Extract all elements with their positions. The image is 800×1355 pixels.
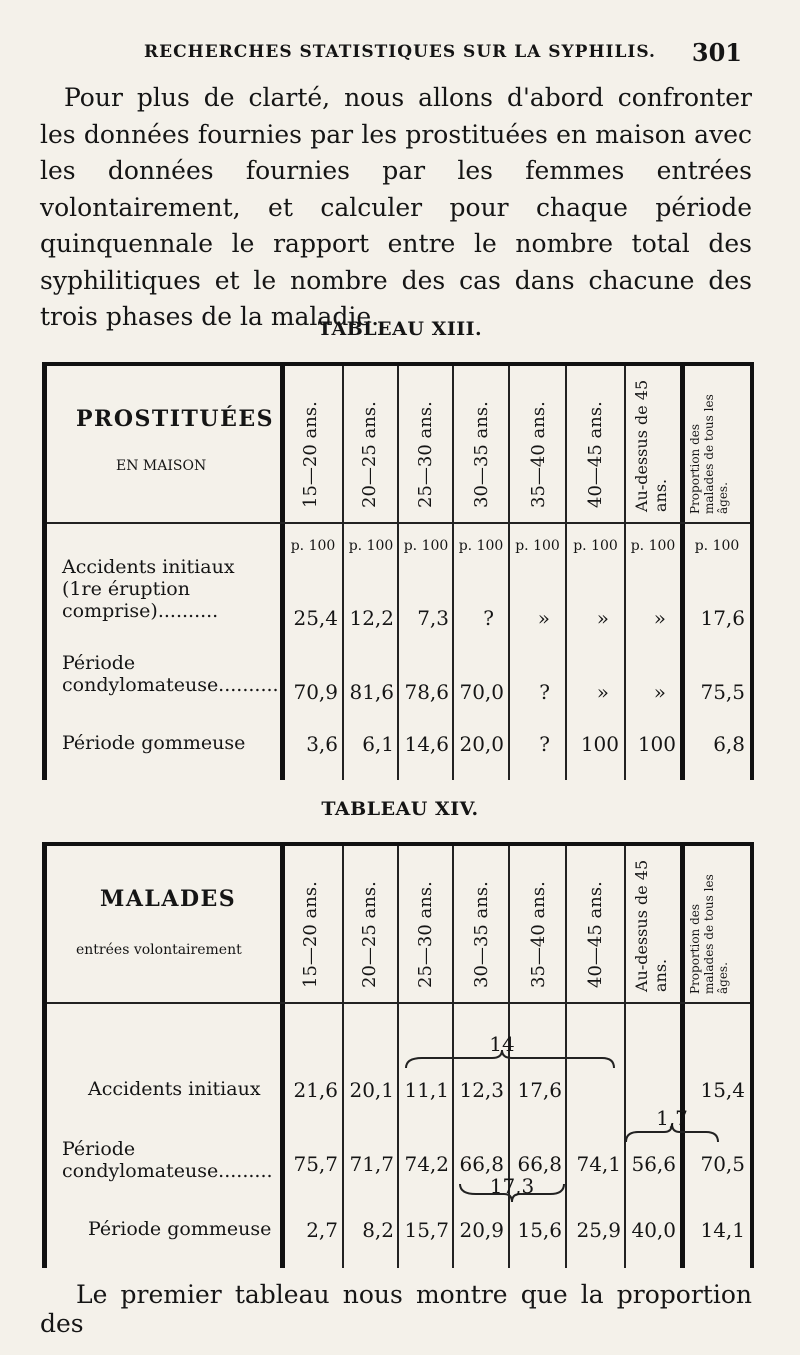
column-header: 15—20 ans. [300,401,321,508]
column-rule [397,366,399,780]
brace-marks [42,842,754,1268]
table-header-sub: EN MAISON [116,458,207,474]
table-cell: » [596,606,609,630]
unit-label: p. 100 [515,538,560,554]
table-cell: 56,6 [631,1152,676,1176]
unit-label: p. 100 [403,538,449,554]
table-cell: » [653,606,666,630]
column-header: 35—40 ans. [528,401,549,508]
table-cell: ? [539,732,550,756]
table-cell: 15,6 [517,1218,562,1242]
intro-paragraph [40,80,752,336]
table-cell: 66,8 [459,1152,504,1176]
brace-label: 17,3 [489,1174,535,1198]
column-header: 15—20 ans. [300,881,321,988]
table-cell: 14,6 [404,732,449,756]
table-cell: » [537,606,550,630]
table-cell: 71,7 [349,1152,394,1176]
table-header-main: MALADES [100,886,237,912]
table-cell: 20,1 [349,1078,394,1102]
table-cell: 100 [637,732,676,756]
table-cell: 20,0 [459,732,504,756]
unit-label: p. 100 [694,538,740,554]
table-cell: ? [539,680,550,704]
unit-label: p. 100 [573,538,618,554]
column-header: 30—35 ans. [471,401,492,508]
column-header: 30—35 ans. [471,881,492,988]
table-frame-left [42,362,47,780]
unit-label: p. 100 [290,538,336,554]
table-13 [42,362,754,780]
table-cell: 11,1 [404,1078,449,1102]
column-header: 40—45 ans. [585,881,606,988]
row-label: Période condylomateuse.......... [62,652,279,696]
row-label: Période condylomateuse......... [62,1138,273,1182]
table-cell: 66,8 [517,1152,562,1176]
table-cell: 100 [580,732,619,756]
running-title: RECHERCHES STATISTIQUES SUR LA SYPHILIS. [144,42,656,62]
table-cell: 7,3 [417,606,449,630]
table-cell: 40,0 [631,1218,676,1242]
table-cell: 15,7 [404,1218,449,1242]
table-cell: 70,9 [293,680,338,704]
table-frame-right [750,362,754,780]
column-rule [565,366,567,780]
table-cell: 6,1 [362,732,394,756]
table-cell: 75,5 [700,680,745,704]
column-header: 40—45 ans. [585,401,606,508]
table-cell: ? [483,606,494,630]
table-14-title: TABLEAU XIV. [321,798,479,820]
table-cell: 74,1 [576,1152,621,1176]
running-head [40,38,760,72]
unit-label: p. 100 [630,538,676,554]
header-rule [47,522,750,524]
page-number: 301 [691,38,742,67]
intro-text: Pour plus de clarté, nous allons d'abord confronter les données fournies par les prostituées en maison avec les données fournies par les femmes entrées volontairement, et calculer pour chaque période quinquennale le rapport entre le nombre total des syphilitiques et le nombre des cas dans chacune des trois phases de la maladie. [40,83,752,331]
column-header: 20—25 ans. [359,401,380,508]
unit-label: p. 100 [458,538,504,554]
table-cell: 70,5 [700,1152,745,1176]
column-rule [342,366,344,780]
table-cell: » [653,680,666,704]
table-14 [42,842,754,1268]
table-cell: » [596,680,609,704]
table-cell: 17,6 [517,1078,562,1102]
column-header: 25—30 ans. [415,881,436,988]
table-header-sub: entrées volontairement [76,942,242,958]
table-cell: 17,6 [700,606,745,630]
column-header: Au-dessus de 45 ans. [632,379,670,512]
column-rule [624,366,626,780]
table-cell: 6,8 [713,732,745,756]
row-label: Période gommeuse [62,732,246,754]
column-header: 25—30 ans. [415,401,436,508]
table-cell: 12,3 [459,1078,504,1102]
closing-text: Le premier tableau nous montre que la proportion des [40,1280,752,1338]
table-cell: 2,7 [306,1218,338,1242]
column-header: 20—25 ans. [359,881,380,988]
brace-label: 1,7 [656,1106,688,1130]
row-label: Période gommeuse [88,1218,272,1240]
column-rule [508,366,510,780]
table-divider [280,366,285,780]
column-rule [452,366,454,780]
table-cell: 78,6 [404,680,449,704]
brace-label: 14 [489,1032,515,1056]
table-divider [680,366,685,780]
table-cell: 20,9 [459,1218,504,1242]
brace-shape [406,1050,614,1068]
table-cell: 14,1 [700,1218,745,1242]
row-label: Accidents initiaux [88,1078,261,1100]
unit-label: p. 100 [348,538,394,554]
table-cell: 3,6 [306,732,338,756]
row-label: Accidents initiaux (1re éruption comprise).......... [62,556,235,622]
table-cell: 15,4 [700,1078,745,1102]
table-cell: 8,2 [362,1218,394,1242]
table-header-main: PROSTITUÉES [76,406,275,432]
column-header: Proportion des malades de tous les âges. [688,394,730,514]
table-cell: 25,4 [293,606,338,630]
table-cell: 70,0 [459,680,504,704]
table-13-title: TABLEAU XIII. [317,318,483,340]
table-cell: 21,6 [293,1078,338,1102]
column-header: Proportion des malades de tous les âges. [688,874,730,994]
table-cell: 75,7 [293,1152,338,1176]
column-header: Au-dessus de 45 ans. [632,859,670,992]
column-header: 35—40 ans. [528,881,549,988]
table-cell: 74,2 [404,1152,449,1176]
table-cell: 12,2 [349,606,394,630]
table-cell: 25,9 [576,1218,621,1242]
table-cell: 81,6 [349,680,394,704]
